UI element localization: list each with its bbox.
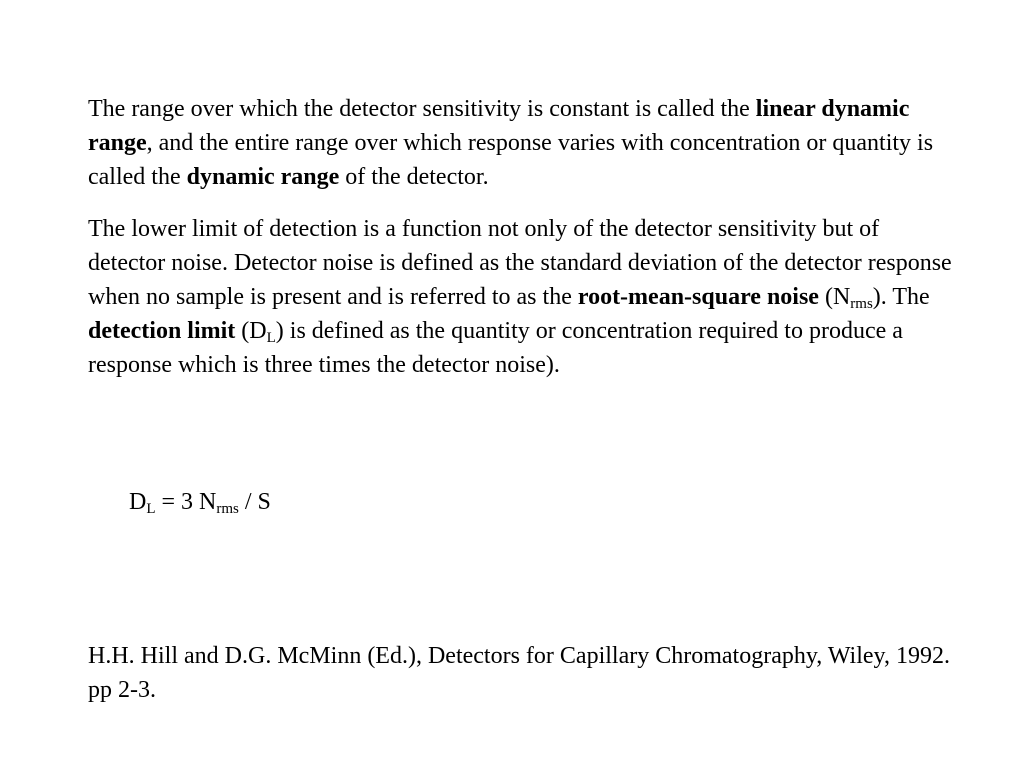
formula-lhs: D <box>129 489 147 515</box>
term-dynamic-range: dynamic range <box>186 164 340 190</box>
term-detection-limit: detection limit <box>88 318 236 344</box>
formula-mid-subscript: rms <box>216 501 239 517</box>
subscript-l: L <box>266 330 276 346</box>
paragraph-text: , and the entire range over which response varies with concentration or quantity is called the <box>88 130 934 190</box>
paragraph-text: of the detector. <box>339 164 489 190</box>
paragraph-text: ) is defined as the quantity or concentration required to produce a response which is three times the detector noise). <box>88 318 903 378</box>
paragraph-text: The lower limit of detection is a function not only of the detector sensitivity but of detector noise. Detector noise is defined as the standard deviation of the detector response when no sample is present and is referred to as the <box>88 216 952 310</box>
subscript-rms: rms <box>850 296 873 312</box>
paragraph-text: (D <box>235 318 267 344</box>
paragraph-detection-limit <box>88 212 960 382</box>
paragraph-text: ). The <box>872 284 930 310</box>
paragraph-text: (N <box>818 284 851 310</box>
formula-lhs-subscript: L <box>146 501 156 517</box>
formula-mid: = 3 N <box>155 489 217 515</box>
paragraph-text: The range over which the detector sensitivity is constant is called the <box>88 96 756 122</box>
term-root-mean-square-noise: root-mean-square noise <box>577 284 819 310</box>
formula-rhs: / S <box>238 489 271 515</box>
term-linear-dynamic-range: linear dynamic range <box>88 96 910 156</box>
detection-limit-formula <box>129 485 271 519</box>
paragraph-dynamic-range <box>88 92 960 194</box>
citation: H.H. Hill and D.G. McMinn (Ed.), Detectors for Capillary Chromatography, Wiley, 1992. pp 2-3. <box>88 643 950 703</box>
